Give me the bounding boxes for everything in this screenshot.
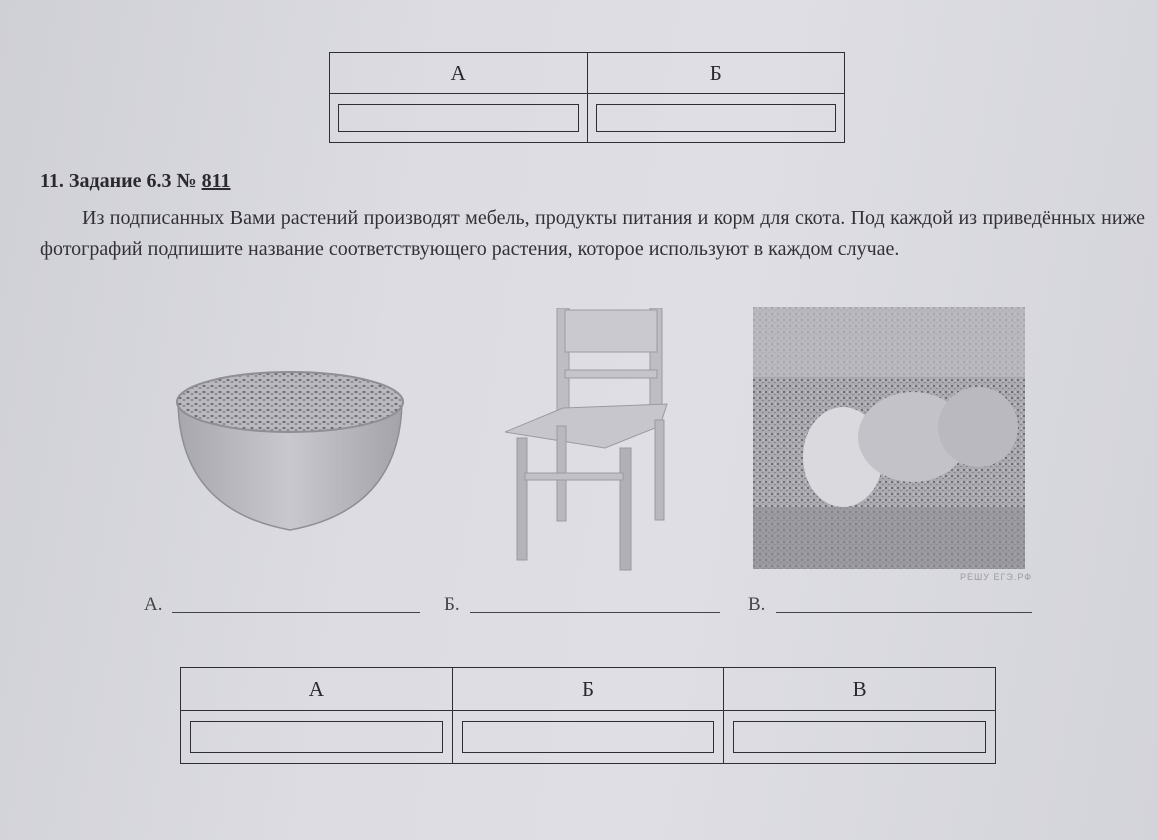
- answer-line-v: [748, 594, 765, 616]
- task-text: Из подписанных Вами растений производят мебель, продукты питания и корм для скота. Под каждой из приведённых ниже фотографий подпишите название соответствующего растения, которое используют в каждом случае.: [40, 207, 1145, 260]
- answer-table-previous: [329, 52, 845, 143]
- answer-cell-b: [587, 94, 845, 143]
- answer-cell-v: [724, 711, 996, 764]
- table-header-b: Б: [452, 668, 724, 711]
- answer-label-b: Б.: [444, 594, 460, 615]
- answer-cell-b: [452, 711, 724, 764]
- answer-cell-a: [181, 711, 453, 764]
- table-header-a: А: [330, 53, 588, 94]
- answer-line-a: [144, 594, 162, 616]
- answer-label-v: В.: [748, 594, 766, 615]
- answer-table: [180, 667, 996, 764]
- table-header-v: В: [724, 668, 996, 711]
- task-title: [40, 170, 231, 193]
- answer-cell-a: [330, 94, 588, 143]
- bowl-of-grain-icon: [170, 360, 410, 540]
- answer-line-b: [444, 594, 460, 616]
- table-header-b: Б: [587, 53, 845, 94]
- wooden-chair-icon: [505, 308, 670, 573]
- table-header-a: А: [181, 668, 453, 711]
- answer-field-v[interactable]: [733, 721, 986, 753]
- write-line-b[interactable]: [470, 612, 720, 613]
- answer-field-a[interactable]: [338, 104, 579, 132]
- answer-field-a[interactable]: [190, 721, 443, 753]
- answer-label-a: А.: [144, 594, 163, 615]
- chickens-photo-icon: [753, 307, 1025, 569]
- write-line-a[interactable]: [172, 612, 420, 613]
- write-line-v[interactable]: [776, 612, 1032, 613]
- answer-field-b[interactable]: [462, 721, 715, 753]
- answer-field-b[interactable]: [596, 104, 837, 132]
- task-number-link[interactable]: 811: [201, 170, 231, 192]
- watermark: РЕШУ ЕГЭ.РФ: [960, 572, 1033, 582]
- task-title-prefix: 11. Задание 6.3 №: [40, 170, 202, 192]
